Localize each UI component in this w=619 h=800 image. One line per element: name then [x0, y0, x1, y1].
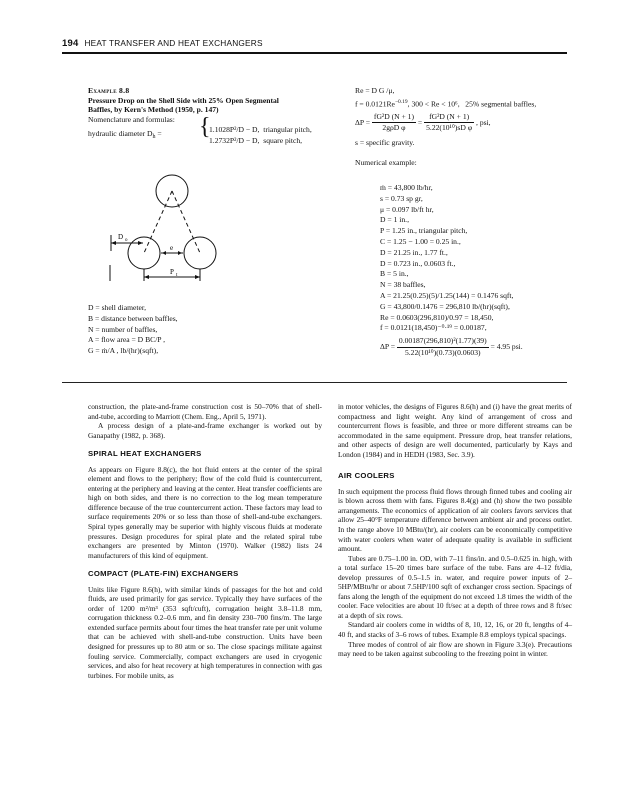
numerical-line: A = 21.25(0.25)(5)/1.25(144) = 0.1476 sqft,: [380, 290, 514, 300]
paragraph: As appears on Figure 8.8(c), the hot fluid enters at the center of the spiral element and flows to the periphery; flow of the cold fluid is countercurrent, entering at the periphery and leaving at the center. Heat transfer coefficients are high on both sides, and there is no correction to the log mean temperature difference because of the true countercurrent action. These factors may lead to surface requirements 20% or so less than those of shell-and-tube exchangers. Spiral types generally may be superior with highly viscous fluids at moderate pressures. Design procedures for spiral plate and the related spiral tube exchangers are presented by Minton (1970). Walker (1982) lists 24 manufacturers of this kind of equipment.: [88, 464, 322, 560]
nomenclature-list: [88, 303, 178, 357]
paragraph: construction, the plate-and-frame construction cost is 50–70% that of shell-and-tube, according to Marriott (Chem. Eng., April 5, 1971).: [88, 402, 322, 421]
example-title-line2: Baffles, by Kern's Method (1950, p. 147): [88, 105, 219, 115]
pressure-drop-formula: ΔP = $\frac{\text{fG²D (N + 1)}}{\text{2gρD φ}}$ = $\frac{\text{fG²D (N + 1)}}{\text{5.22(10¹⁰)sD φ}}$ , psi,: [355, 111, 491, 133]
running-header: [62, 38, 263, 49]
paragraph: Three modes of control of air flow are shown in Figure 3.3(e). Precautions may need to be taken against subcooling to the freezing point in winter.: [338, 639, 572, 659]
do-label: D: [118, 233, 124, 241]
example-title-line1: Pressure Drop on the Shell Side with 25% Open Segmental: [88, 95, 279, 105]
nomenclature-item: G = ṁ/A , lb/(hr)(sqft),: [88, 346, 159, 356]
section-heading-spiral: SPIRAL HEAT EXCHANGERS: [88, 449, 202, 459]
example-rule: [62, 382, 567, 383]
hd-triangular-note: triangular pitch,: [263, 125, 312, 134]
nomenclature-item: N = number of baffles,: [88, 324, 158, 334]
hydraulic-diameter-formula: hydraulic diameter $D_h$ = { 1.1028P²/D − D, triangular pitch, 1.2732P²/D − D, square pitch,: [88, 114, 312, 145]
numerical-heading: Numerical example:: [355, 157, 417, 167]
hd-square-note: square pitch,: [263, 136, 303, 145]
reynolds-formula: Re = D G /μ,: [355, 86, 395, 95]
paragraph: In such equipment the process fluid flows through finned tubes and cooling air is blown across them with fans. Figures 8.4(g) and (h) show the two possible arrangements. The economics of application of air coolers favors services that allow 25–40°F temperature difference between ambient air and process outlet. In the range above 10 MBtu/(hr), air coolers can be economically competitive with water coolers when water of adequate quality is available in sufficient amount.: [338, 486, 572, 554]
pitch-line-left: [144, 191, 172, 253]
numerical-line: D = 0.723 in., 0.0603 ft.,: [380, 258, 456, 268]
final-pressure-drop: ΔP = $\frac{\text{0.00187(296,810)²(1.77)(39)}}{\text{5.22(10¹⁰)(0.73)(0.0603)}}$ = 4.95 psi.: [380, 336, 523, 357]
left-column: [88, 402, 322, 680]
paragraph: Tubes are 0.75–1.00 in. OD, with 7–11 fins/in. and 0.5–0.625 in. high, with a total surface 15–20 times bare surface of the tube. Fans are 4–12 ft/dia, develop pressures of 0.5–1.5 in. water, and require power inputs of 2–5HP/MBtu/hr or about 7.5HP/100 sqft of exchanger cross section. Spacings of fans along the length of the equipment do not exceed 1.8 times the width of the cooler. Face velocities are about 10 ft/sec at a depth of three rows and 8 ft/sec at a depth of six rows.: [338, 553, 572, 620]
numerical-line: B = 5 in.,: [380, 269, 409, 279]
running-title: HEAT TRANSFER AND HEAT EXCHANGERS: [84, 38, 263, 48]
tube-pitch-diagram: [100, 165, 240, 305]
numerical-line: D = 21.25 in., 1.77 ft.,: [380, 247, 448, 257]
p-label: P: [170, 268, 174, 276]
header-rule: [62, 52, 567, 54]
numerical-line: G = 43,800/0.1476 = 296,810 lb/(hr)(sqft),: [380, 301, 510, 311]
section-heading-compact: COMPACT (PLATE-FIN) EXCHANGERS: [88, 569, 239, 579]
nomenclature-item: A = flow area = D BC/P ,: [88, 335, 166, 345]
numerical-line: ṁ = 43,800 lb/hr,: [380, 183, 433, 192]
section-heading-air-coolers: AIR COOLERS: [338, 471, 395, 481]
nomenclature-item: D = shell diameter,: [88, 303, 146, 312]
right-column: [338, 402, 572, 659]
paragraph: Units like Figure 8.6(h), with similar kinds of passages for the hot and cold fluids, are used primarily for gas service. Typically they have surfaces of the order of 1200 m²/m³ (353 sqft/cuft), corrugation height 3.8–11.8 mm, corrugation thickness 0.2–0.6 mm, and fin density 230–700 fins/m. The large extended surface permits about four times the heat transfer rate per unit volume that can be achieved with shell-and-tube construction. Units have been designed for pressures up to 80 atm or so. The close spacings militate against fouling service. Commercially, compact exchangers are used in cryogenic services, and also for heat recovery at high temperatures in connection with gas turbines. For mobile units, as: [88, 584, 322, 680]
numerical-line: C = 1.25 − 1.00 = 0.25 in.,: [380, 236, 461, 246]
numerical-line: s = 0.73 sp gr,: [380, 193, 423, 203]
pitch-line-right: [172, 191, 200, 253]
numerical-line: μ = 0.097 lb/ft hr,: [380, 204, 434, 214]
tube-circle-right: [184, 237, 216, 269]
numerical-line: D = 1 in.,: [380, 215, 409, 225]
numerical-list: [380, 183, 523, 359]
e-label: e: [170, 244, 174, 252]
svg-text:t: t: [176, 273, 178, 278]
hd-square-expr: 1.2732P²/D − D,: [209, 136, 260, 145]
page-number: 194: [62, 38, 79, 49]
example-label: Example 8.8: [88, 86, 130, 95]
numerical-line: P = 1.25 in., triangular pitch,: [380, 226, 468, 236]
specific-gravity-def: s = specific gravity.: [355, 137, 415, 147]
hd-label: hydraulic diameter D: [88, 129, 153, 138]
friction-note: 25% segmental baffles,: [465, 99, 537, 109]
paragraph: A process design of a plate-and-frame exchanger is worked out by Ganapathy (1982, p. 368).: [88, 421, 322, 440]
formula-block: [355, 86, 536, 168]
nomenclature-item: B = distance between baffles,: [88, 313, 178, 323]
brace-icon: {: [199, 114, 211, 140]
paragraph: in motor vehicles, the designs of Figures 8.6(h) and (i) have the great merits of compactness and light weight. Any kind of arrangement of cross and countercurrent flows is feasible, and three or more different streams can be accommodated in the same equipment. Pressure drop, heat transfer relations, and other aspects of design are well documented, particularly by Kays and London (1984) and in HEDH (1983, Sec. 3.9).: [338, 402, 572, 459]
example-subtitle: Nomenclature and formulas:: [88, 114, 175, 124]
paragraph: Standard air coolers come in widths of 8, 10, 12, 16, or 20 ft, lengths of 4–40 ft, and stacks of 3–6 rows of tubes. Example 8.8 employs typical spacings.: [338, 620, 572, 640]
svg-text:o: o: [125, 238, 128, 243]
numerical-line: N = 38 baffles,: [380, 280, 426, 290]
tube-circle-left: [128, 237, 160, 269]
numerical-line: Re = 0.0603(296,810)/0.97 = 18,450,: [380, 312, 494, 322]
friction-formula: $f = 0.0121Re^{-0.19}$, 300 < Re < 10⁶, 25% segmental baffles,: [355, 98, 537, 109]
hd-triangular-expr: 1.1028P²/D − D,: [209, 125, 260, 134]
numerical-line: f = 0.0121(18,450)⁻⁰·¹⁹ = 0.00187,: [380, 323, 487, 333]
